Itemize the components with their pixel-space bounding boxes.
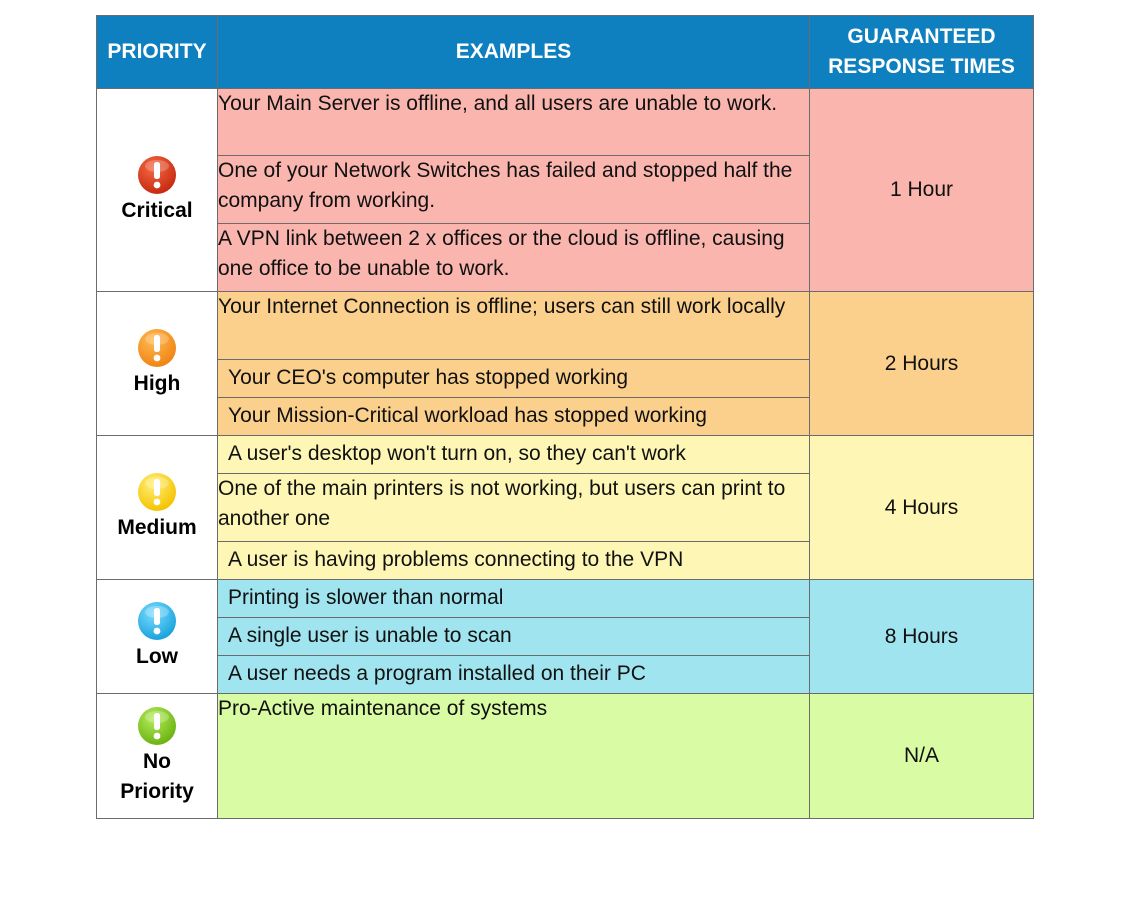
priority-response-table xyxy=(96,15,1034,819)
high-example: Your CEO's computer has stopped working xyxy=(218,360,810,398)
medium-example: A user is having problems connecting to the VPN xyxy=(218,542,810,580)
high-example: Your Internet Connection is offline; users can still work locally xyxy=(218,292,810,360)
critical-example: One of your Network Switches has failed and stopped half the company from working. xyxy=(218,156,810,224)
critical-example: A VPN link between 2 x offices or the cloud is offline, causing one office to be unable to work. xyxy=(218,224,810,292)
medium-example: One of the main printers is not working, but users can print to another one xyxy=(218,474,810,542)
critical-response-time: 1 Hour xyxy=(810,89,1034,292)
low-priority-cell xyxy=(97,580,218,694)
high-response-time: 2 Hours xyxy=(810,292,1034,436)
critical-priority-cell xyxy=(97,89,218,292)
exclamation-orange-icon xyxy=(137,328,177,368)
no-priority-label-line1: No xyxy=(143,749,171,773)
medium-label: Medium xyxy=(117,516,197,539)
critical-label: Critical xyxy=(121,198,193,222)
header-response-line1: GUARANTEED xyxy=(847,25,996,48)
medium-priority-cell xyxy=(97,436,218,580)
critical-row xyxy=(97,89,1034,156)
no-priority-response-time: N/A xyxy=(810,694,1034,819)
medium-response-time: 4 Hours xyxy=(810,436,1034,580)
critical-example: Your Main Server is offline, and all users are unable to work. xyxy=(218,89,810,156)
exclamation-green-icon xyxy=(137,706,177,746)
exclamation-yellow-icon xyxy=(137,472,177,512)
low-example: Printing is slower than normal xyxy=(218,580,810,618)
high-row xyxy=(97,292,1034,360)
high-label: High xyxy=(133,372,181,395)
header-examples: EXAMPLES xyxy=(218,16,810,89)
low-response-time: 8 Hours xyxy=(810,580,1034,694)
header-response-line2: RESPONSE TIMES xyxy=(828,55,1015,78)
high-example: Your Mission-Critical workload has stopped working xyxy=(218,398,810,436)
header-priority: PRIORITY xyxy=(97,16,218,89)
header-response-times xyxy=(810,16,1034,89)
low-example: A user needs a program installed on their PC xyxy=(218,656,810,694)
no-priority-example: Pro-Active maintenance of systems xyxy=(218,694,810,819)
no-priority-cell xyxy=(97,694,218,819)
medium-row xyxy=(97,436,1034,474)
low-example: A single user is unable to scan xyxy=(218,618,810,656)
no-priority-row xyxy=(97,694,1034,819)
low-row xyxy=(97,580,1034,618)
header-row xyxy=(97,16,1034,89)
low-label: Low xyxy=(136,645,178,668)
exclamation-blue-icon xyxy=(137,601,177,641)
high-priority-cell xyxy=(97,292,218,436)
no-priority-label-line2: Priority xyxy=(120,779,194,803)
medium-example: A user's desktop won't turn on, so they can't work xyxy=(218,436,810,474)
exclamation-red-icon xyxy=(137,155,177,195)
